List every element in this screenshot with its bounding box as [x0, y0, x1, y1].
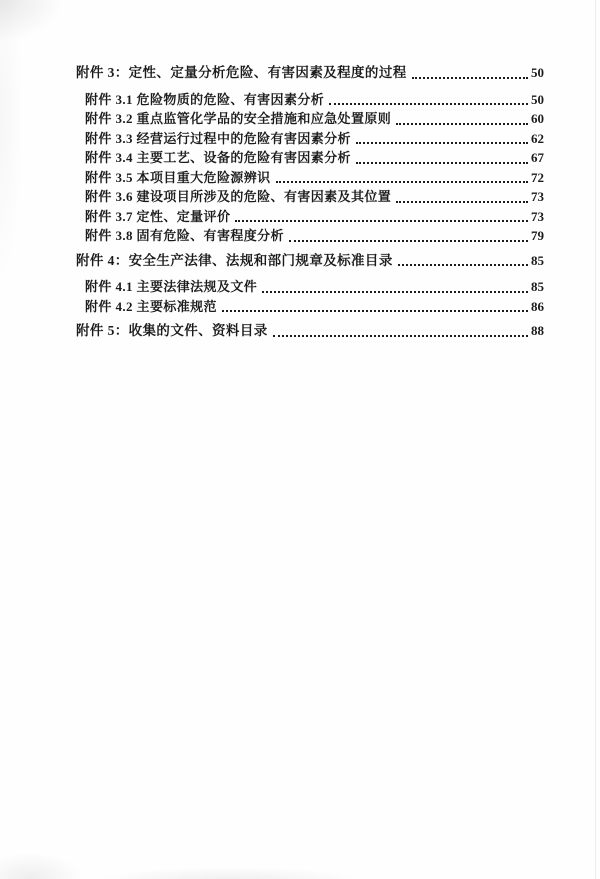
dot-leader [329, 103, 528, 105]
toc-entry [76, 168, 544, 188]
toc-entry-page: 60 [531, 111, 544, 126]
toc-entry-label: 附件 4：安全生产法律、法规和部门规章及标准目录 [76, 252, 393, 268]
toc-entry-label: 附件 5：收集的文件、资料目录 [76, 323, 268, 338]
dot-leader [262, 291, 528, 293]
toc-entry [76, 226, 544, 246]
dot-leader [396, 201, 528, 203]
toc-entry-label: 附件 4.2 主要标准规范 [85, 298, 217, 314]
dot-leader [222, 310, 528, 312]
toc-entry-label: 附件 3.5 本项目重大危险源辨识 [85, 169, 271, 185]
toc-entry-label: 附件 3.8 固有危险、有害程度分析 [85, 228, 284, 243]
toc-entry-page: 62 [531, 130, 544, 146]
dot-leader [356, 142, 528, 144]
toc-entry-page: 67 [531, 150, 544, 165]
toc-entry-label: 附件 3.1 危险物质的危险、有害因素分析 [85, 91, 325, 107]
toc-entry [76, 321, 544, 341]
toc-entry [76, 207, 544, 227]
dot-leader [273, 335, 528, 337]
toc-entry-page: 50 [531, 91, 544, 107]
toc-entry [76, 251, 544, 271]
toc-entry-page: 85 [531, 252, 544, 268]
dot-leader [356, 162, 528, 164]
toc-entry-label: 附件 3：定性、定量分析危险、有害因素及程度的过程 [76, 65, 407, 80]
toc-entry-page: 79 [531, 228, 544, 243]
toc-entry-page: 72 [531, 169, 544, 185]
dot-leader [412, 77, 528, 79]
toc-entry-page: 73 [531, 208, 544, 224]
toc-entry [76, 187, 544, 207]
toc-entry-page: 86 [531, 298, 544, 314]
toc-entry-page: 88 [531, 323, 544, 338]
toc-entry-label: 附件 3.7 定性、定量评价 [85, 208, 231, 224]
toc-entry-label: 附件 3.6 建设项目所涉及的危险、有害因素及其位置 [85, 189, 392, 204]
dot-leader [289, 240, 528, 242]
toc-entry [76, 109, 544, 129]
toc-entry-label: 附件 3.3 经营运行过程中的危险有害因素分析 [85, 130, 351, 146]
toc-entry [76, 277, 544, 297]
toc-entry [76, 297, 544, 317]
toc-entry [76, 90, 544, 110]
dot-leader [398, 264, 528, 266]
dot-leader [276, 181, 528, 183]
toc-entry-page: 73 [531, 189, 544, 204]
dot-leader [396, 123, 528, 125]
toc-entry [76, 129, 544, 149]
toc-entry [76, 63, 544, 83]
toc-entry [76, 148, 544, 168]
toc-entry-label: 附件 3.2 重点监管化学品的安全措施和应急处置原则 [85, 111, 392, 126]
dot-leader [235, 220, 528, 222]
toc-list [0, 63, 600, 348]
toc-entry-label: 附件 3.4 主要工艺、设备的危险有害因素分析 [85, 150, 351, 165]
toc-entry-label: 附件 4.1 主要法律法规及文件 [85, 279, 258, 294]
toc-entry-page: 85 [531, 279, 544, 294]
toc-entry-page: 50 [531, 65, 544, 80]
